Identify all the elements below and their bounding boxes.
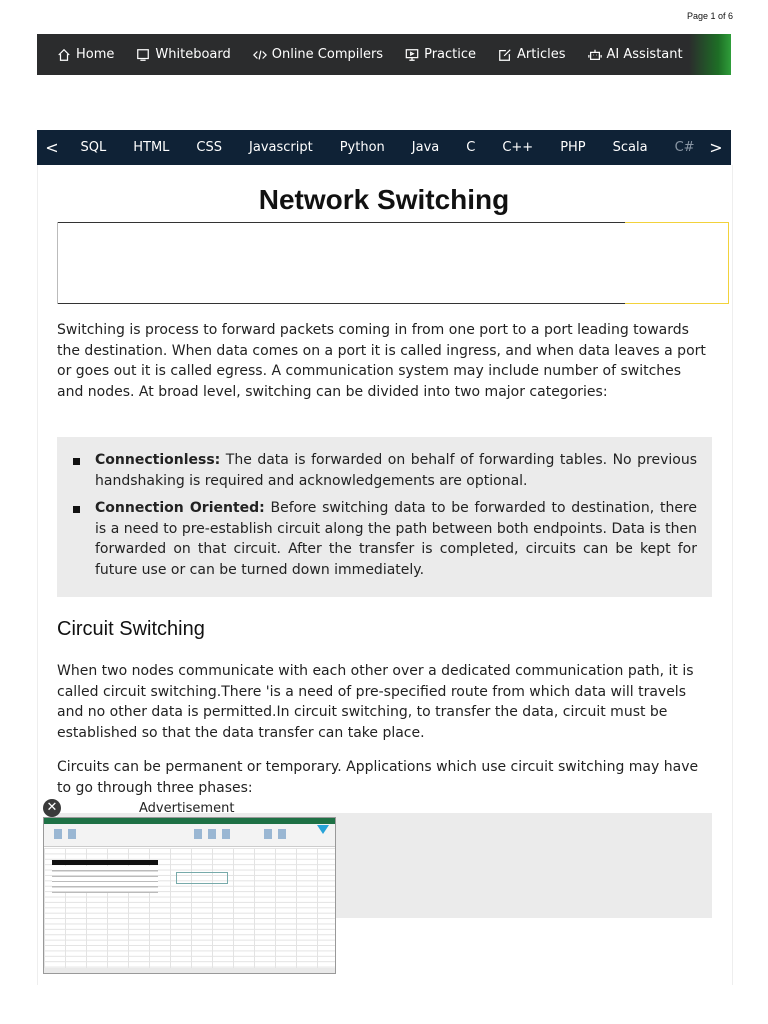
ad-banner-border-top-accent (625, 222, 729, 223)
ribbon-icon (264, 829, 272, 839)
lang-item-css[interactable]: CSS (196, 140, 223, 155)
nav-scroll-fade (689, 34, 731, 75)
ad-banner-border-left (57, 222, 58, 304)
lang-item-python[interactable]: Python (339, 140, 385, 155)
spreadsheet-data-rows (52, 866, 158, 893)
language-bar (37, 130, 731, 165)
lang-prev-button[interactable]: < (45, 138, 59, 157)
circuit-paragraph-1: When two nodes communicate with each other over a dedicated communication path, it is called circuit switching.There 'is a need of pre-specified route from which data will travels and no other data is permitted.In circuit switching, to transfer the data, circuit must be established so that the data transfer can take place. (57, 663, 694, 741)
ad-banner-border-bottom-accent (625, 303, 729, 304)
ad-banner-border-bottom (57, 303, 625, 304)
category-connectionless (95, 450, 697, 491)
ribbon-icon (194, 829, 202, 839)
spreadsheet-statusbar (44, 968, 335, 973)
nav-ai-assistant-label: AI Assistant (606, 47, 683, 62)
ribbon-icon (278, 829, 286, 839)
ad-banner-border-top (57, 222, 625, 223)
lang-item-cpp[interactable]: C++ (502, 140, 534, 155)
lang-item-c[interactable]: C (466, 140, 476, 155)
category-description: The data is forwarded on behalf of forwarding tables. No previous handshaking is required and acknowledgements are optional. (95, 452, 697, 489)
nav-whiteboard[interactable] (125, 34, 241, 75)
lang-item-csharp[interactable]: C# (674, 140, 695, 155)
nav-online-compilers-label: Online Compilers (271, 47, 384, 62)
spreadsheet-lookup-cells (176, 872, 228, 884)
nav-ai-assistant[interactable] (577, 34, 694, 75)
nav-home[interactable] (37, 34, 125, 75)
code-icon (253, 48, 267, 62)
whiteboard-icon (136, 48, 150, 62)
robot-icon (588, 48, 602, 62)
home-icon (57, 48, 71, 62)
spreadsheet-ribbon (44, 824, 335, 847)
ribbon-icon (54, 829, 62, 839)
lang-item-php[interactable]: PHP (560, 140, 586, 155)
nav-practice[interactable] (394, 34, 487, 75)
close-ad-icon[interactable]: ✕ (43, 799, 61, 817)
circuit-paragraph-2: Circuits can be permanent or temporary. Applications which use circuit switching may have to go through three phases: (57, 759, 699, 796)
page-title: Network Switching (258, 184, 510, 215)
lang-item-java[interactable]: Java (411, 140, 440, 155)
category-term: Connection Oriented: (95, 500, 265, 516)
nav-whiteboard-label: Whiteboard (155, 47, 231, 62)
section-heading: Circuit Switching (57, 618, 205, 640)
ad-video-thumbnail[interactable] (43, 817, 336, 974)
switching-categories-box (57, 437, 712, 597)
lang-item-javascript[interactable]: Javascript (249, 140, 313, 155)
monitor-icon (405, 48, 419, 62)
ad-banner-border-right (728, 222, 729, 304)
ad-banner-placeholder[interactable] (57, 222, 729, 304)
ribbon-icon (222, 829, 230, 839)
page-indicator: Page 1 of 6 (686, 11, 733, 21)
nav-online-compilers[interactable] (242, 34, 394, 75)
nav-practice-label: Practice (424, 47, 477, 62)
lang-item-scala[interactable]: Scala (612, 140, 648, 155)
spreadsheet-header-row (52, 860, 158, 865)
category-connection-oriented (95, 498, 697, 580)
ribbon-icon (68, 829, 76, 839)
nav-articles[interactable] (487, 34, 576, 75)
category-description: Before switching data to be forwarded to destination, there is a need to pre-establish circuit along the path between both endpoints. Data is then forwarded on that circuit. After the transfer is completed, circuits can be kept for future use or can be turned down immediately. (95, 500, 697, 578)
ribbon-icon (208, 829, 216, 839)
nav-home-label: Home (76, 47, 115, 62)
top-nav (37, 34, 731, 75)
category-term: Connectionless: (95, 452, 221, 468)
play-indicator-icon (317, 825, 329, 834)
nav-articles-label: Articles (517, 47, 566, 62)
lang-item-sql[interactable]: SQL (80, 140, 107, 155)
lang-item-html[interactable]: HTML (133, 140, 170, 155)
advertisement-label: Advertisement (139, 801, 235, 816)
edit-icon (498, 48, 512, 62)
lang-next-button[interactable]: > (701, 138, 731, 157)
intro-paragraph: Switching is process to forward packets coming in from one port to a port leading towards the destination. When data comes on a port it is called ingress, and when data leaves a port or goes out it is called egress. A communication system may include number of switches and nodes. At broad level, switching can be divided into two major categories: (57, 322, 706, 400)
switching-categories-list (57, 437, 712, 580)
